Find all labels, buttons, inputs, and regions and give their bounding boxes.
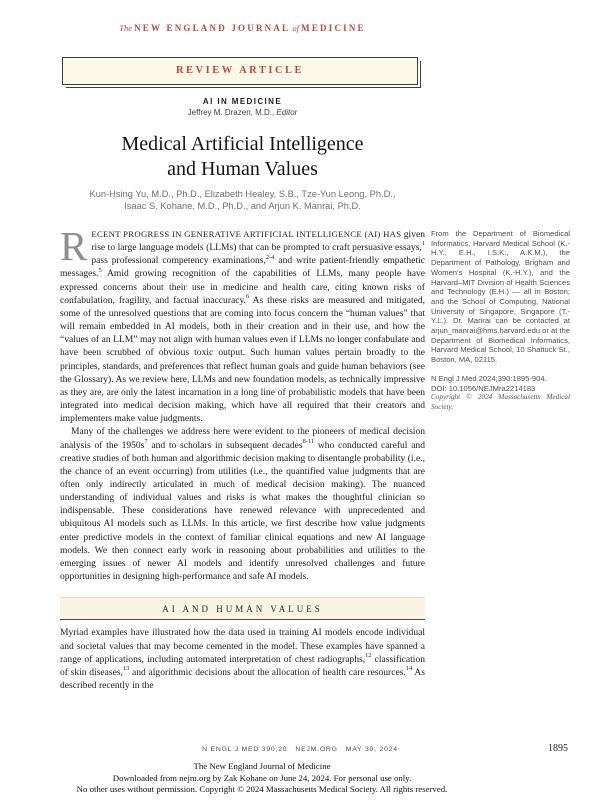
correspondence-sidebar [431,229,570,413]
reference-superscript: 12 [365,652,372,660]
author-line2: Isaac S. Kohane, M.D., Ph.D., and Arjun K. Manrai, Ph.D. [124,201,361,211]
series-editor-line [60,108,425,117]
reference-superscript: 13 [122,665,130,673]
article-body-column [60,223,426,692]
editor-title: Editor [276,108,298,117]
reference-superscript: 2-4 [265,253,275,261]
article-title-line2: and Human Values [167,158,318,180]
citation-block [431,374,570,413]
reference-superscript: 1 [421,240,425,248]
affiliation-text: From the Department of Biomedical Informatics, Harvard Medical School (K.-H.Y., E.H., I.S.K., A.K.M.), the Department of Pathology, Brigham and Women's Hospital (K.-H.Y.), and the Harvard–MIT Division of Health Sciences and Technology (E.H.) — all in Boston; and the School of Computing, National University of Singapore, Singapore (T.-Y.L.). Dr. Manrai can be contacted at arjun_manrai@hms.harvard.edu or at the Department of Biomedical Informatics, Harvard Medical School, 10 Shattuck St., Boston, MA, 02115. [431,229,570,365]
section-paragraphs [60,626,425,692]
review-article-label: REVIEW ARTICLE [175,65,305,76]
masthead-name-2: MEDICINE [301,23,366,33]
article-title [60,132,425,182]
body-paragraph: Many of the challenges we address here were evident to the pioneers of medical decision analysis of the $1950s^7$ and to scholars in subsequent decades$^{8-11}$ who conducted careful and creative studies of both human and algorithmic decision making to disentangle probability (i.e., the chance of an event occurring) from utilities (i.e., the quantified value judgments that are often only indirectly articulated in much of medical decision making). The nuanced understanding of individual values and risks is what makes the thoughtful clinician so indispensable. These considerations have renewed relevance with unprecedented and ubiquitous AI models such as LLMs. In this article, we first describe how value judgments enter predictive models in the context of familiar clinical equations and new AI language models. We then connect early work in reasoning about probabilities and utilities to the emerging issues of newer AI models and identify unresolved challenges and future opportunities in designing high-performance and safe AI models. [60,426,425,583]
masthead-name-1: NEW ENGLAND JOURNAL [134,23,291,33]
intro-paragraphs [60,223,425,583]
reference-superscript: 6 [246,293,250,301]
series-heading [60,97,425,117]
legal-line2: Downloaded from nejm.org by Zak Kohane on June 24, 2024. For personal use only. [112,772,412,783]
legal-line1: The New England Journal of Medicine [193,761,331,771]
reference-superscript: 7 [144,437,148,445]
legal-line3: No other uses without permission. Copyright © 2024 Massachusetts Medical Society. All rights reserved. [76,784,448,795]
editor-name: Jeffrey M. Drazen, M.D., [187,108,277,117]
journal-masthead [60,23,425,33]
reference-superscript: 8-11 [302,437,315,445]
running-footer: N ENGL J MED 390;20 NEJM.ORG MAY 30, 2024 [202,746,398,753]
journal-citation: N Engl J Med 2024;390:1895-904. [431,373,547,383]
download-legal-notice [0,761,524,796]
section-heading-band [60,597,425,620]
article-title-line1: Medical Artificial Intelligence [121,133,364,155]
reference-superscript: 5 [98,266,102,274]
copyright-line: Copyright © 2024 Massachusetts Medical Society. [431,393,570,411]
masthead-the: The [119,23,135,33]
author-line1: Kun-Hsing Yu, M.D., Ph.D., Elizabeth Healey, S.B., Tze-Yun Leong, Ph.D., [89,189,396,199]
masthead-of: of [290,23,302,33]
section-heading: AI AND HUMAN VALUES [162,603,323,614]
series-kicker: AI IN MEDICINE [202,97,283,106]
page-number: 1895 [548,743,568,754]
doi-line: DOI: 10.1056/NEJMra2214183 [431,383,536,393]
reference-superscript: 14 [405,665,413,673]
drop-cap: R [60,223,88,269]
body-paragraph: Myriad examples have illustrated how the data used in training AI models encode individual and societal values that may become cemented in the model. These examples have spanned a range of applications, including automated interpretation of chest radiographs,$^{12}$ classification of skin diseases,$^{13}$ and algorithmic decisions about the allocation of health care resources.$^{14}$ As described recently in the [60,627,426,691]
review-article-banner [62,57,418,85]
body-paragraph: RECENT PROGRESS IN GENERATIVE ARTIFICIAL INTELLIGENCE (AI) HAS given rise to large language models (LLMs) that can be prompted to craft persuasive essays,$^1$ pass professional competency examinations,$^{2-4}$ and write patient-friendly empathetic messages.$^5$ Amid growing recognition of the capabilities of LLMs, many people have expressed concerns about their use in medicine and health care, citing known risks of confabulation, fragility, and factual inaccuracy.$^6$ As these risks are measured and mitigated, some of the unresolved questions that are coming into focus concern the “human values” that will remain embedded in AI models, both in their creation and in their use, and how the “values of an LLM” may not align with human values even if LLMs no longer confabulate and have been scrubbed of obvious toxic output. Such human values pertain broadly to the principles, standards, and preferences that reflect human goals and guide human behaviors (see the Glossary). As we review here, LLMs and new foundation models, as technically impressive as they are, are only the latest incarnation in a long line of probabilistic models that have been integrated into medical decision making, which have all required that their creators and implementers make value judgments. [60,223,425,425]
author-byline [60,188,425,212]
